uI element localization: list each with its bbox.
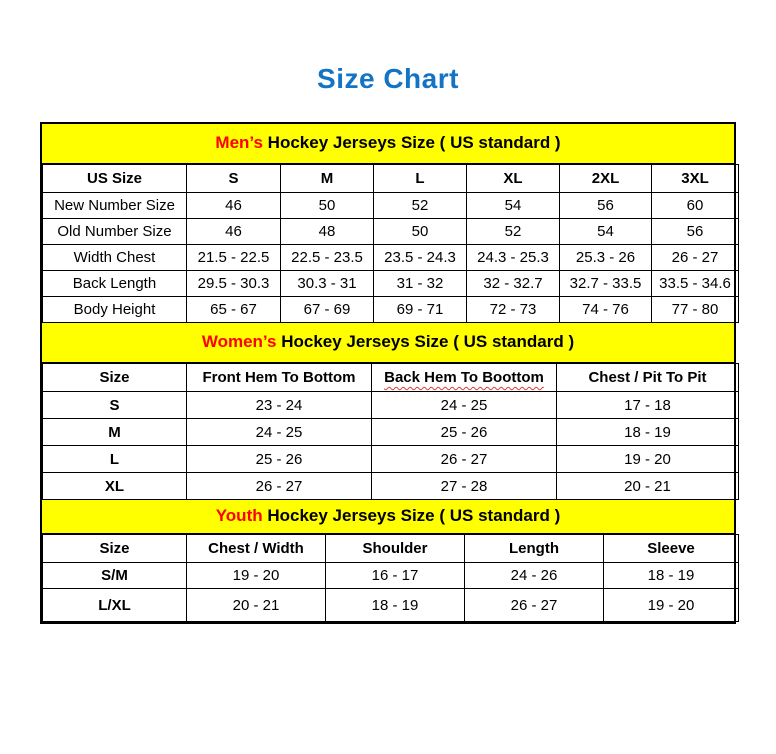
- size-cell: 27 - 28: [372, 473, 557, 500]
- size-cell: 65 - 67: [187, 297, 281, 323]
- size-cell: 17 - 18: [557, 392, 739, 419]
- row-label: New Number Size: [43, 193, 187, 219]
- column-header-label: 3XL: [681, 170, 709, 187]
- size-cell: 23 - 24: [187, 392, 372, 419]
- mens-size-table: [42, 164, 739, 323]
- size-cell: 46: [187, 193, 281, 219]
- column-header: [187, 165, 281, 193]
- size-cell: 16 - 17: [326, 563, 465, 589]
- size-cell: 67 - 69: [281, 297, 374, 323]
- size-cell: 77 - 80: [652, 297, 739, 323]
- banner-highlight: Men’s: [215, 133, 263, 152]
- size-cell: 31 - 32: [374, 271, 467, 297]
- column-header-label: Length: [509, 540, 559, 557]
- column-header-label: Front Hem To Bottom: [202, 369, 356, 386]
- table-row: [43, 589, 739, 622]
- column-header: [326, 535, 465, 563]
- column-header: [557, 364, 739, 392]
- column-header: [43, 165, 187, 193]
- size-cell: 20 - 21: [557, 473, 739, 500]
- table-row: [43, 446, 739, 473]
- size-cell: 25 - 26: [187, 446, 372, 473]
- size-cell: 20 - 21: [187, 589, 326, 622]
- size-cell: 25 - 26: [372, 419, 557, 446]
- table-row: [43, 297, 739, 323]
- size-cell: 19 - 20: [187, 563, 326, 589]
- column-header: [281, 165, 374, 193]
- size-cell: 26 - 27: [652, 245, 739, 271]
- table-row: [43, 219, 739, 245]
- mens-section-banner: [42, 124, 734, 164]
- size-cell: 24 - 26: [465, 563, 604, 589]
- column-header: [187, 364, 372, 392]
- banner-text: Hockey Jerseys Size ( US standard ): [276, 332, 575, 351]
- column-header: [187, 535, 326, 563]
- column-header: [652, 165, 739, 193]
- column-header-label: 2XL: [591, 170, 620, 187]
- size-chart-table: [40, 122, 736, 624]
- column-header: [604, 535, 739, 563]
- size-cell: 26 - 27: [465, 589, 604, 622]
- row-label: Body Height: [43, 297, 187, 323]
- column-header: [467, 165, 560, 193]
- size-cell: 26 - 27: [372, 446, 557, 473]
- table-row: [43, 193, 739, 219]
- size-cell: 69 - 71: [374, 297, 467, 323]
- size-cell: 32.7 - 33.5: [560, 271, 652, 297]
- size-cell: 56: [652, 219, 739, 245]
- table-row: [43, 563, 739, 589]
- size-cell: 54: [467, 193, 560, 219]
- column-header-label: Chest / Width: [208, 540, 304, 557]
- row-label: M: [43, 419, 187, 446]
- womens-size-table: [42, 363, 739, 500]
- size-cell: 29.5 - 30.3: [187, 271, 281, 297]
- column-header: [43, 535, 187, 563]
- size-cell: 22.5 - 23.5: [281, 245, 374, 271]
- size-cell: 19 - 20: [604, 589, 739, 622]
- size-cell: 52: [374, 193, 467, 219]
- youth-section-banner: [42, 500, 734, 534]
- size-cell: 54: [560, 219, 652, 245]
- row-label: Back Length: [43, 271, 187, 297]
- column-header-label: US Size: [86, 170, 143, 187]
- size-cell: 23.5 - 24.3: [374, 245, 467, 271]
- banner-text: Hockey Jerseys Size ( US standard ): [262, 506, 561, 525]
- womens-section-banner: [42, 323, 734, 363]
- size-cell: 18 - 19: [326, 589, 465, 622]
- column-header-label: M: [320, 170, 334, 187]
- page-title: Size Chart: [317, 63, 459, 94]
- column-header: [465, 535, 604, 563]
- size-cell: 46: [187, 219, 281, 245]
- table-row: [43, 271, 739, 297]
- table-row: [43, 419, 739, 446]
- size-cell: 18 - 19: [557, 419, 739, 446]
- size-cell: 72 - 73: [467, 297, 560, 323]
- row-label: Old Number Size: [43, 219, 187, 245]
- size-cell: 24 - 25: [187, 419, 372, 446]
- size-cell: 74 - 76: [560, 297, 652, 323]
- youth-size-table: [42, 534, 739, 622]
- column-header-label: Sleeve: [647, 540, 695, 557]
- size-cell: 18 - 19: [604, 563, 739, 589]
- size-cell: 26 - 27: [187, 473, 372, 500]
- row-label: S: [43, 392, 187, 419]
- column-header-label: L: [415, 170, 425, 187]
- table-row: [43, 473, 739, 500]
- table-row: [43, 245, 739, 271]
- banner-text: Hockey Jerseys Size ( US standard ): [262, 133, 561, 152]
- column-header-label: Chest / Pit To Pit: [588, 369, 707, 386]
- size-cell: 32 - 32.7: [467, 271, 560, 297]
- size-cell: 60: [652, 193, 739, 219]
- column-header: [560, 165, 652, 193]
- size-cell: 48: [281, 219, 374, 245]
- column-header: [374, 165, 467, 193]
- row-label: XL: [43, 473, 187, 500]
- header-row: [43, 535, 739, 563]
- row-label: L/XL: [43, 589, 187, 622]
- row-label: Width Chest: [43, 245, 187, 271]
- size-cell: 56: [560, 193, 652, 219]
- column-header-label: Shoulder: [362, 540, 428, 557]
- column-header: [43, 364, 187, 392]
- column-header-label: Size: [99, 369, 130, 386]
- size-cell: 33.5 - 34.6: [652, 271, 739, 297]
- size-cell: 50: [281, 193, 374, 219]
- banner-highlight: Women’s: [201, 332, 277, 351]
- size-cell: 24.3 - 25.3: [467, 245, 560, 271]
- size-cell: 52: [467, 219, 560, 245]
- column-header: [372, 364, 557, 392]
- banner-highlight: Youth: [215, 506, 263, 525]
- size-cell: 30.3 - 31: [281, 271, 374, 297]
- table-row: [43, 392, 739, 419]
- header-row: [43, 165, 739, 193]
- row-label: S/M: [43, 563, 187, 589]
- header-row: [43, 364, 739, 392]
- size-cell: 50: [374, 219, 467, 245]
- size-cell: 25.3 - 26: [560, 245, 652, 271]
- column-header-label: Back Hem To Boottom: [384, 369, 544, 386]
- size-cell: 19 - 20: [557, 446, 739, 473]
- row-label: L: [43, 446, 187, 473]
- column-header-label: S: [228, 170, 239, 187]
- size-cell: 21.5 - 22.5: [187, 245, 281, 271]
- column-header-label: Size: [99, 540, 130, 557]
- size-cell: 24 - 25: [372, 392, 557, 419]
- column-header-label: XL: [503, 170, 523, 187]
